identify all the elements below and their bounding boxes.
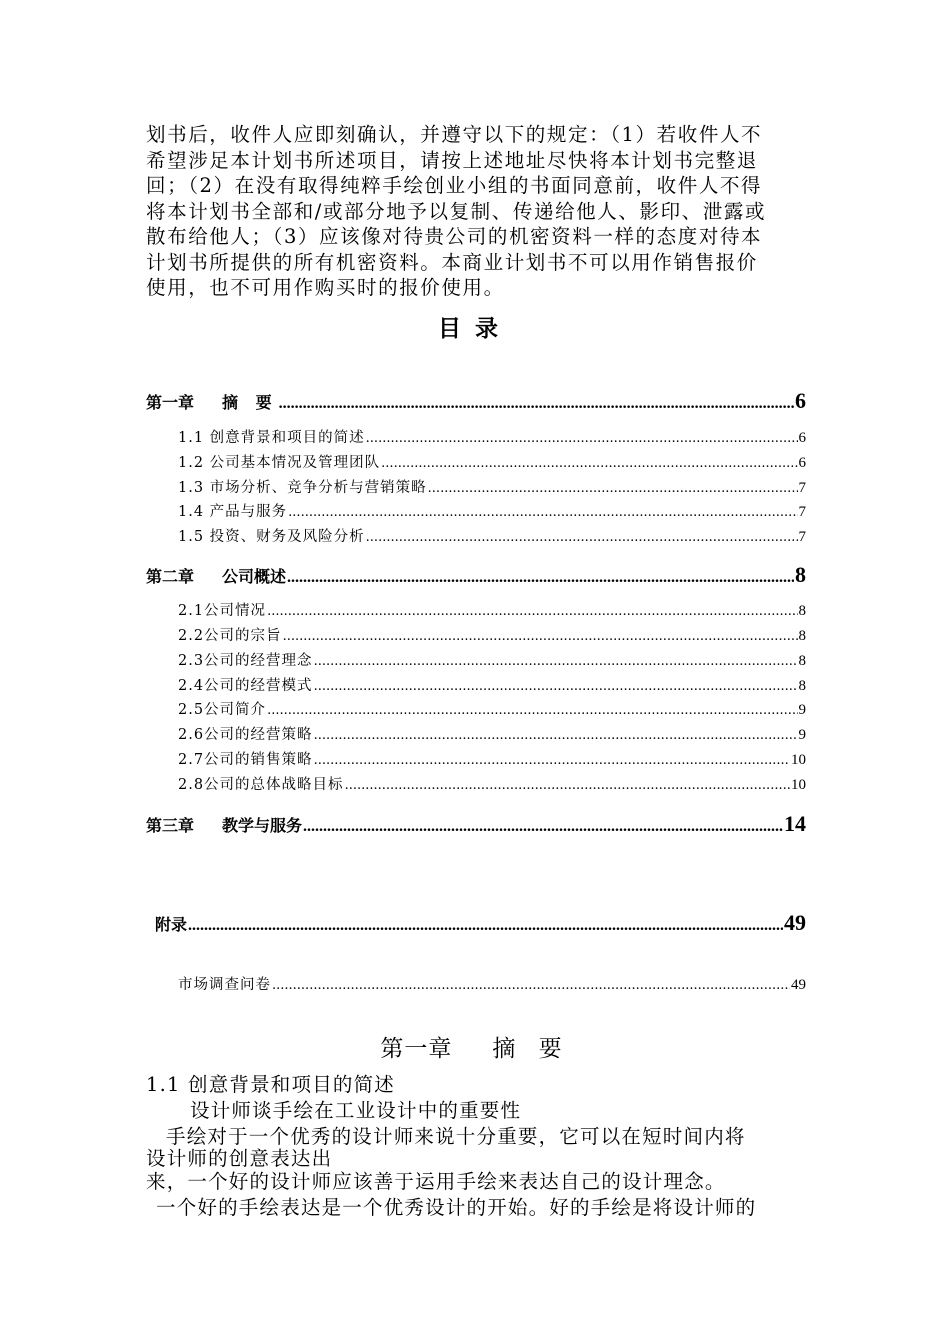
toc-leader — [283, 629, 798, 644]
toc-title: 目录 — [438, 316, 512, 342]
toc-page-number: 9 — [798, 702, 806, 718]
toc-appendix-title: 附录 — [155, 915, 188, 934]
toc-page-number: 14 — [784, 811, 806, 836]
toc-page-number: 8 — [798, 653, 806, 669]
toc-leader — [366, 530, 798, 545]
intro-line: 回；（2）在没有取得纯粹手绘创业小组的书面同意前，收件人不得 — [146, 174, 763, 197]
toc-page-number: 9 — [798, 727, 806, 743]
toc-section-label: 2.4公司的经营模式 — [178, 678, 313, 694]
intro-line: 计划书所提供的所有机密资料。本商业计划书不可以用作销售报价 — [146, 250, 758, 274]
toc-section-label: 1.4 产品与服务 — [178, 504, 288, 520]
toc-entry-chapter-2[interactable] — [146, 562, 806, 588]
toc-section-label: 1.1 创意背景和项目的简述 — [178, 430, 365, 446]
toc-section-label: 2.1公司情况 — [178, 603, 267, 619]
intro-line: 划书后，收件人应即刻确认，并遵守以下的规定：（1）若收件人不 — [146, 123, 763, 146]
toc-entry-section[interactable] — [178, 698, 806, 719]
toc-leader — [381, 456, 797, 471]
section-heading: 1.1 创意背景和项目的简述 — [146, 1073, 396, 1096]
toc-leader — [428, 481, 798, 496]
toc-page-number: 10 — [791, 752, 806, 768]
toc-entry-section[interactable] — [178, 723, 806, 744]
toc-entry-section[interactable] — [178, 773, 806, 794]
toc-entry-chapter-3[interactable] — [146, 811, 806, 837]
toc-leader — [314, 679, 798, 694]
toc-leader — [314, 654, 798, 669]
toc-leader — [267, 703, 797, 718]
toc-page-number: 7 — [798, 529, 806, 545]
toc-leader — [366, 431, 798, 446]
intro-line: 将本计划书全部和/或部分地予以复制、传递给他人、影印、泄露或 — [146, 199, 767, 223]
toc-entry-appendix[interactable] — [155, 910, 806, 936]
toc-entry-section[interactable] — [178, 500, 806, 521]
toc-section-label: 2.5公司简介 — [178, 702, 267, 718]
toc-entry-section[interactable] — [178, 674, 806, 695]
toc-entry-section[interactable] — [178, 476, 806, 497]
toc-chapter-title: 教学与服务 — [222, 816, 303, 835]
intro-line: 散布给他人；（3）应该像对待贵公司的机密资料一样的态度对待本 — [146, 225, 763, 248]
toc-section-label: 1.5 投资、财务及风险分析 — [178, 529, 365, 545]
toc-page-number: 7 — [798, 480, 806, 496]
toc-leader — [267, 604, 797, 619]
toc-leader — [279, 395, 794, 413]
toc-leader — [314, 753, 790, 768]
toc-section-label: 2.8公司的总体战略目标 — [178, 777, 344, 793]
body-line: 一个好的手绘表达是一个优秀设计的开始。好的手绘是将设计师的 — [156, 1196, 757, 1219]
toc-page-number: 6 — [798, 430, 806, 446]
toc-entry-chapter-1[interactable] — [146, 388, 806, 414]
toc-page-number: 49 — [791, 977, 806, 993]
toc-leader — [287, 569, 794, 587]
toc-section-label: 2.2公司的宗旨 — [178, 628, 282, 644]
toc-entry-section[interactable] — [178, 973, 806, 994]
toc-page-number: 8 — [795, 562, 806, 587]
intro-line: 使用，也不可用作购买时的报价使用。 — [146, 276, 505, 299]
toc-entry-section[interactable] — [178, 748, 806, 769]
toc-chapter-title: 摘 要 — [222, 393, 278, 412]
toc-section-label: 2.6公司的经营策略 — [178, 727, 313, 743]
toc-page-number: 8 — [798, 603, 806, 619]
toc-leader — [188, 917, 783, 935]
toc-section-label: 1.2 公司基本情况及管理团队 — [178, 455, 381, 471]
toc-section-label: 市场调查问卷 — [178, 977, 271, 993]
toc-entry-section[interactable] — [178, 599, 806, 620]
intro-paragraph — [146, 122, 806, 301]
toc-leader — [345, 778, 790, 793]
body-line: 设计师的创意表达出 — [146, 1147, 333, 1170]
toc-page-number: 10 — [791, 777, 806, 793]
toc-chapter-label: 第一章 — [146, 393, 195, 412]
toc-page-number: 8 — [798, 678, 806, 694]
toc-leader — [314, 728, 798, 743]
toc-chapter-label: 第二章 — [146, 567, 195, 586]
toc-leader — [303, 818, 783, 836]
toc-entry-section[interactable] — [178, 451, 806, 472]
intro-line: 希望涉足本计划书所述项目，请按上述地址尽快将本计划书完整退 — [146, 148, 758, 172]
subheading: 设计师谈手绘在工业设计中的重要性 — [190, 1099, 522, 1122]
toc-page-number: 6 — [795, 388, 806, 413]
toc-entry-section[interactable] — [178, 525, 806, 546]
chapter-heading — [0, 1030, 950, 1063]
chapter-heading-title: 摘 要 — [492, 1036, 570, 1062]
body-line: 来，一个好的设计师应该善于运用手绘来表达自己的设计理念。 — [146, 1170, 726, 1193]
toc-section-label: 2.3公司的经营理念 — [178, 653, 313, 669]
toc-section-label: 1.3 市场分析、竞争分析与营销策略 — [178, 480, 427, 496]
toc-page-number: 8 — [798, 628, 806, 644]
toc-section-label: 2.7公司的销售策略 — [178, 752, 313, 768]
toc-entry-section[interactable] — [178, 426, 806, 447]
chapter-heading-label: 第一章 — [380, 1036, 453, 1062]
toc-page-number: 6 — [798, 455, 806, 471]
toc-chapter-label: 第三章 — [146, 816, 195, 835]
toc-page-number: 7 — [798, 504, 806, 520]
toc-entry-section[interactable] — [178, 624, 806, 645]
toc-chapter-title: 公司概述 — [222, 567, 287, 586]
toc-entry-section[interactable] — [178, 649, 806, 670]
toc-leader — [272, 978, 790, 993]
body-line: 手绘对于一个优秀的设计师来说十分重要，它可以在短时间内将 — [166, 1125, 746, 1148]
toc-page-number: 49 — [784, 910, 806, 935]
toc-leader — [288, 505, 797, 520]
